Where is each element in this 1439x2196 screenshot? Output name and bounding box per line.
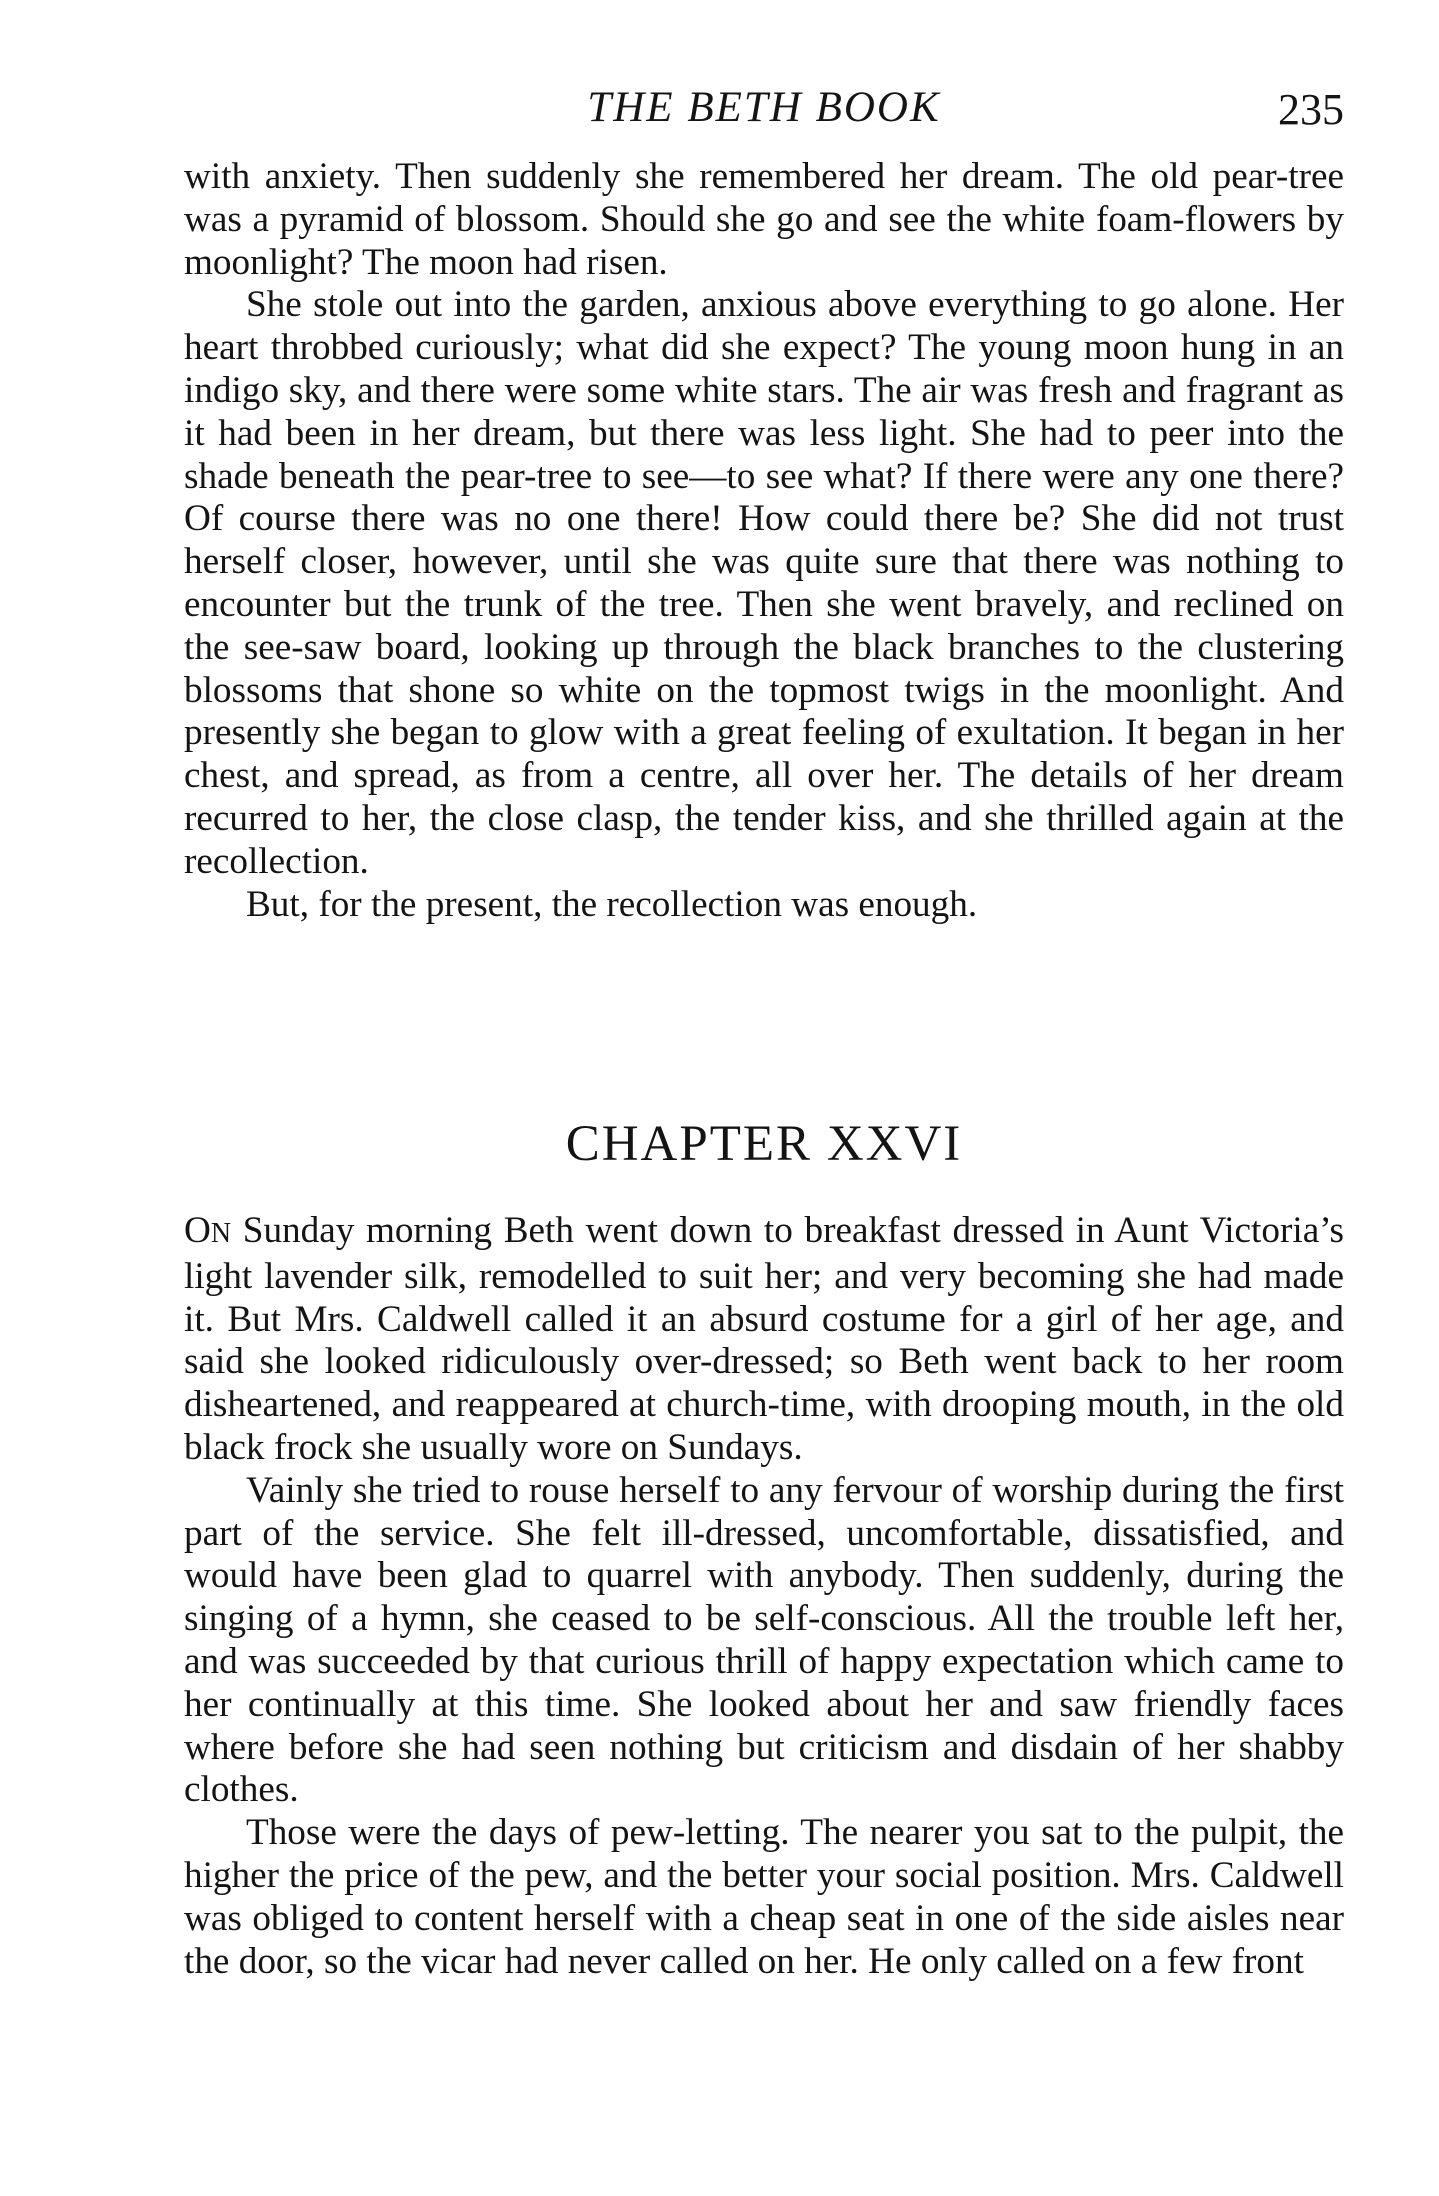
paragraph: But, for the present, the recollection was enough.	[246, 883, 978, 925]
paragraph: with anxiety. Then suddenly she remembered her dream. The old pear-tree was a pyramid of blossom. Should she go and see the white foam-flowers by moonlight? The moon had risen.	[184, 156, 1344, 283]
chapter-first-paragraph	[184, 1210, 1344, 1470]
page-number: 235	[1278, 85, 1344, 134]
running-title: THE BETH BOOK	[587, 84, 941, 131]
opening-initial: O	[184, 1210, 211, 1251]
paragraph: Vainly she tried to rouse herself to any fervour of worship during the first part of the service. She felt ill-dressed, uncomfortable, dissatisfied, and would have been glad to quarrel with anybody. Then suddenly, during the singing of a hymn, she ceased to be self-conscious. All the trouble left her, and was succeeded by that curious thrill of happy expectation which came to her continually at this time. She looked about her and saw friendly faces where before she had seen nothing but criticism and disdain of her shabby clothes.	[184, 1469, 1344, 1811]
text-block-chapter	[184, 1210, 1344, 1983]
chapter-heading: CHAPTER XXVI	[565, 1116, 963, 1172]
paragraph-text: Sunday morning Beth went down to breakfast dressed in Aunt Victoria’s light lavender silk, remodelled to suit her; and very becoming she had made it. But Mrs. Caldwell called it an absurd costume for a girl of her age, and said she looked ridiculously over-dressed; so Beth went back to her room disheartened, and reappeared at church-time, with drooping mouth, in the old black frock she usually wore on Sundays.	[184, 1210, 1344, 1468]
running-head	[184, 78, 1344, 138]
text-block-continuation	[184, 156, 1344, 926]
paragraph: She stole out into the garden, anxious above everything to go alone. Her heart throbbed curiously; what did she expect? The young moon hung in an indigo sky, and there were some white stars. The air was fresh and fragrant as it had been in her dream, but there was less light. She had to peer into the shade beneath the pear-tree to see—to see what? If there were any one there? Of course there was no one there! How could there be? She did not trust herself closer, however, until she was quite sure that there was nothing to encounter but the trunk of the tree. Then she went bravely, and reclined on the see-saw board, looking up through the black branches to the clustering blossoms that shone so white on the topmost twigs in the moonlight. And presently she began to glow with a great feeling of exultation. It began in her chest, and spread, as from a centre, all over her. The details of her dream recurred to her, the close clasp, the tender kiss, and she thrilled again at the recollection.	[184, 284, 1344, 882]
paragraph: Those were the days of pew-letting. The nearer you sat to the pulpit, the higher the price of the pew, and the better your social position. Mrs. Caldwell was obliged to content herself with a cheap seat in one of the side aisles near the door, so the vicar had never called on her. He only called on a few front	[184, 1812, 1344, 1982]
opening-smallcaps: N	[210, 1218, 232, 1249]
